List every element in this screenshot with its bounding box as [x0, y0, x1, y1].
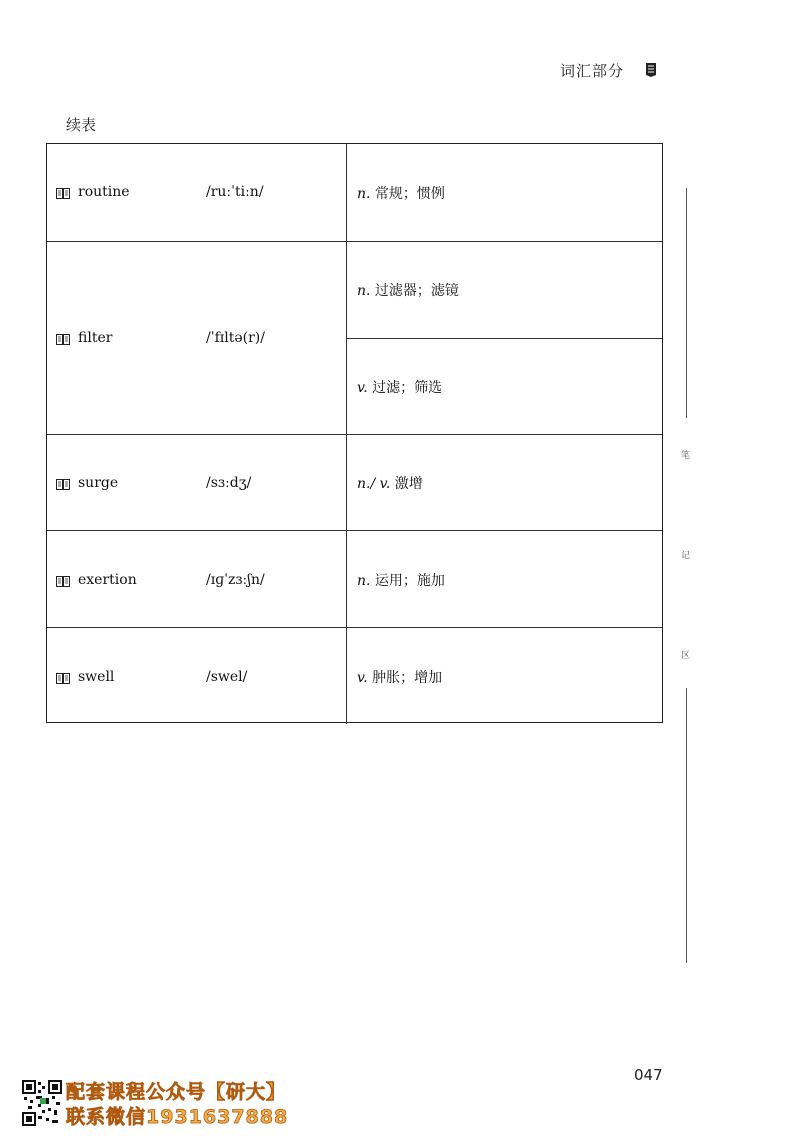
meaning — [357, 280, 459, 300]
word: filter — [78, 330, 113, 346]
table-row — [47, 627, 662, 724]
word: routine — [78, 184, 130, 200]
meaning — [357, 183, 445, 203]
notes-label-char: 区 — [681, 651, 691, 661]
definition: 过滤；筛选 — [372, 380, 443, 396]
phonetic: /ˈfɪltə(r)/ — [206, 330, 265, 346]
section-header-title: 词汇部分 — [560, 62, 625, 80]
part-of-speech: n. — [357, 283, 371, 299]
open-book-icon — [56, 334, 70, 345]
meaning — [357, 570, 445, 590]
definition: 肿胀；增加 — [372, 670, 443, 686]
meaning — [357, 667, 442, 687]
word: surge — [78, 475, 119, 491]
part-of-speech: v. — [357, 670, 368, 686]
table-row — [47, 144, 662, 241]
page-number: 047 — [634, 1066, 663, 1084]
table-row — [47, 434, 662, 530]
table-row — [47, 530, 662, 627]
meaning-cell — [347, 338, 662, 435]
part-of-speech: v. — [357, 380, 368, 396]
table-row — [47, 241, 662, 434]
promo-text-line1: 配套课程公众号【研大】 — [66, 1081, 287, 1103]
promo-text-line2: 联系微信1931637888 — [66, 1106, 289, 1128]
open-book-icon — [56, 576, 70, 587]
part-of-speech: n. — [357, 186, 371, 202]
notes-label-char: 记 — [681, 551, 691, 561]
phonetic: /ɪɡˈzɜːʃn/ — [206, 572, 265, 588]
phonetic: /sɜːdʒ/ — [206, 475, 252, 491]
continued-label: 续表 — [66, 116, 97, 134]
part-of-speech: n. — [357, 573, 371, 589]
phonetic: /ruːˈtiːn/ — [206, 184, 264, 200]
open-book-icon — [56, 188, 70, 199]
open-book-icon — [56, 479, 70, 490]
notes-margin-line — [686, 188, 687, 418]
notes-margin-line — [686, 688, 687, 963]
part-of-speech: n./ v. — [357, 476, 391, 492]
word: exertion — [78, 572, 137, 588]
meaning — [357, 377, 442, 397]
meaning — [357, 473, 423, 493]
qr-code-icon — [22, 1080, 62, 1126]
definition: 常规；惯例 — [374, 186, 445, 202]
word: swell — [78, 669, 115, 685]
phonetic: /swel/ — [206, 669, 248, 685]
book-seal-icon — [644, 62, 658, 78]
open-book-icon — [56, 673, 70, 684]
vocabulary-table — [46, 143, 663, 723]
definition: 过滤器；滤镜 — [374, 283, 459, 299]
meaning-cell — [347, 242, 662, 338]
notes-label-char: 笔 — [681, 451, 691, 461]
definition: 激增 — [394, 476, 423, 492]
definition: 运用；施加 — [374, 573, 445, 589]
